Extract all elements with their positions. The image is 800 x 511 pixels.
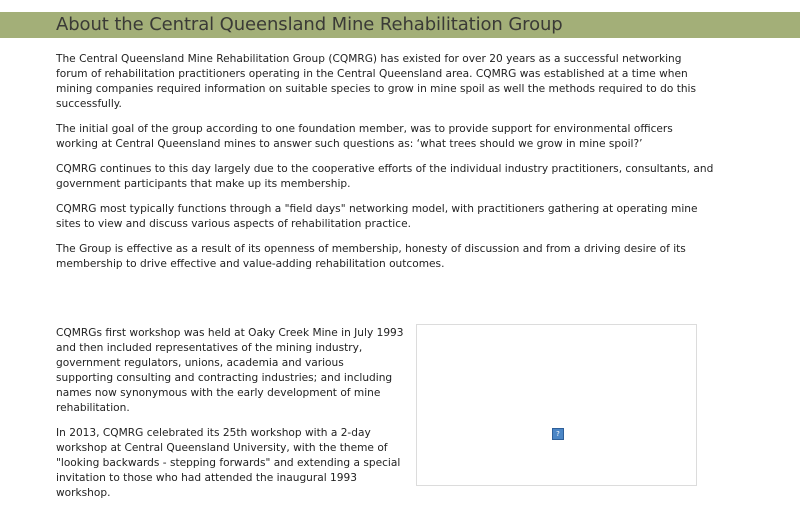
history-section [56,326,404,511]
intro-paragraph-2: The initial goal of the group according to one foundation member, was to provide support for environmental officers working at Central Queensland mines to answer such questions as: ‘what trees should we grow in mine spoil?’ [56,123,673,150]
intro-section [56,52,716,282]
page-title: About the Central Queensland Mine Rehabilitation Group [56,14,563,35]
intro-paragraph-3: CQMRG continues to this day largely due to the cooperative efforts of the individual industry practitioners, consultants, and government participants that make up its membership. [56,163,714,190]
page-header-bar [0,12,800,38]
history-paragraph-2: In 2013, CQMRG celebrated its 25th workshop with a 2-day workshop at Central Queensland University, with the theme of "looking backwards - stepping forwards" and extending a special invitation to those who had attended the inaugural 1993 workshop. [56,427,401,499]
intro-paragraph-1: The Central Queensland Mine Rehabilitation Group (CQMRG) has existed for over 20 years as a successful networking forum of rehabilitation practitioners operating in the Central Queensland area. CQMRG was established at a time when mining companies required information on suitable species to grow in mine spoil as well the methods required to do this successfully. [56,53,697,110]
intro-paragraph-4: CQMRG most typically functions through a "field days" networking model, with practitioners gathering at operating mine sites to view and discuss various aspects of rehabilitation practice. [56,203,698,230]
intro-paragraph-5: The Group is effective as a result of its openness of membership, honesty of discussion and from a driving desire of its membership to drive effective and value-adding rehabilitation outcomes. [56,243,686,270]
image-placeholder [416,324,697,486]
broken-image-icon: ? [552,428,564,440]
history-paragraph-1: CQMRGs first workshop was held at Oaky Creek Mine in July 1993 and then included representatives of the mining industry, government regulators, unions, academia and various supporting consulting and contracting industries; and including names now synonymous with the early development of mine rehabilitation. [56,327,404,414]
